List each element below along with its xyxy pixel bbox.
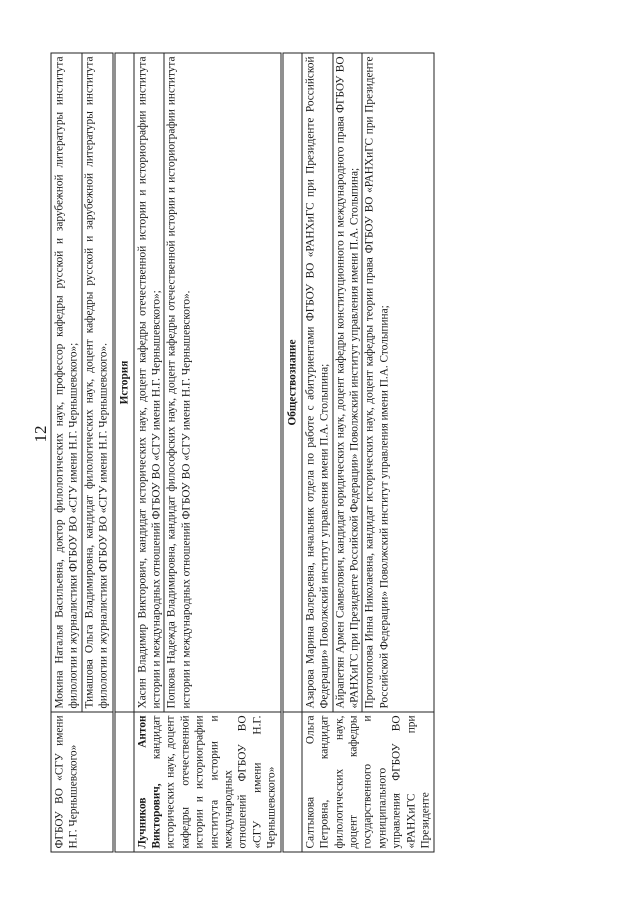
- section-row: [113, 53, 133, 852]
- table-row: [51, 53, 114, 852]
- members-cell: [301, 53, 434, 712]
- chair-name: Лучников Антон Викторович,: [135, 715, 163, 848]
- section-spacer: [281, 712, 301, 852]
- section-heading-social: Обществознание: [281, 53, 301, 712]
- members-cell: [133, 53, 281, 712]
- chair-details: кандидат исторических наук, доцент кафедры отечественной истории и историографии института истории и международных отношений ФГБОУ ВО «СГУ имени Н.Г. Чернышевского»: [150, 715, 278, 848]
- organization-cell: ФГБОУ ВО «СГУ имени Н.Г. Чернышевского»: [51, 712, 114, 852]
- section-row: [281, 53, 301, 852]
- member-entry: Азарова Марина Валерьевна, начальник отдела по работе с абитуриентами ФГБОУ ВО «РАНХиГС при Президенте Российской Федерации» Поволжский институт управления имени П.А. Столыпина;: [303, 56, 331, 708]
- member-entry: Хасин Владимир Викторович, кандидат исторических наук, доцент кафедры отечественной истории и историографии института истории и международных отношений ФГБОУ ВО «СГУ имени Н.Г. Чернышевского»;: [135, 56, 163, 708]
- member-entry: Мокина Наталья Васильевна, доктор филологических наук, профессор кафедры русской и зарубежной литературы института филологии и журналистики ФГБОУ ВО «СГУ имени Н.Г. Чернышевского»;: [53, 56, 80, 708]
- section-heading-history: История: [113, 53, 133, 712]
- page-number: 12: [31, 425, 50, 443]
- table-row: [301, 53, 434, 852]
- member-entry: Тимашова Ольга Владимировна, кандидат филологических наук, доцент кафедры русской и зарубежной литературы института филологии и журналистики ФГБОУ ВО «СГУ имени Н.Г. Чернышевского».: [81, 53, 111, 711]
- member-entry: Попкова Надежда Владимировна, кандидат философских наук, доцент кафедры отечественной истории и историографии института истории и международных отношений ФГБОУ ВО «СГУ имени Н.Г. Чернышевского».: [163, 53, 193, 711]
- chair-cell: Салтыкова Ольга Петровна, кандидат филологических наук, доцент кафедры государственного и муниципального управления ФГБОУ ВО «РАНХиГС при Президенте: [301, 712, 434, 852]
- member-entry: Айрапетян Армен Самвелович, кандидат юридических наук, доцент кафедры конституционного и международного права ФГБОУ ВО «РАНХиГС при Президенте Российской Федерации» Поволжский институт управления имени П.А. Столыпина;: [332, 53, 362, 711]
- rotated-page-content: [50, 52, 591, 852]
- commission-table: [50, 52, 434, 852]
- members-cell: [51, 53, 114, 712]
- section-spacer: [113, 712, 133, 852]
- member-entry: Протопопова Инна Николаевна, кандидат исторических наук, доцент кафедры теории права ФГБОУ ВО «РАНХиГС при Президенте Российской Федерации» Поволжский институт управления имени П.А. Столыпина;: [361, 53, 391, 711]
- chair-cell: [133, 712, 281, 852]
- table-row: [133, 53, 281, 852]
